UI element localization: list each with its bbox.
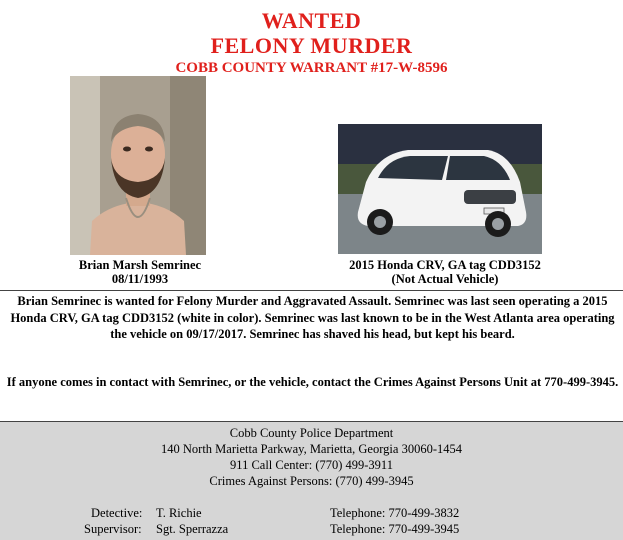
vehicle-description: 2015 Honda CRV, GA tag CDD3152 — [349, 258, 541, 272]
supervisor-name: Sgt. Sperrazza — [156, 522, 229, 536]
suspect-photo-illustration — [70, 76, 206, 255]
charge-title: FELONY MURDER — [210, 33, 413, 58]
suspect-photo — [70, 76, 206, 255]
supervisor-label: Supervisor: — [84, 522, 142, 536]
department-name: Cobb County Police Department — [229, 426, 394, 440]
vehicle-photo-illustration — [338, 124, 542, 254]
suspect-name: Brian Marsh Semrinec — [78, 258, 202, 272]
poster-title: WANTED — [261, 8, 362, 33]
call-center-phone: 911 Call Center: (770) 499-3911 — [230, 458, 393, 472]
divider-top — [0, 290, 623, 291]
suspect-caption — [40, 258, 240, 286]
contact-paragraph: If anyone comes in contact with Semrinec, or the vehicle, contact the Crimes Against Persons Unit at 770-499-3945. — [6, 375, 619, 389]
vehicle-disclaimer: (Not Actual Vehicle) — [391, 272, 499, 286]
detective-name: T. Richie — [156, 506, 202, 520]
vehicle-caption — [300, 258, 590, 286]
detective-phone: Telephone: 770-499-3832 — [330, 506, 460, 520]
supervisor-phone: Telephone: 770-499-3945 — [330, 522, 460, 536]
department-address: 140 North Marietta Parkway, Marietta, Georgia 30060-1454 — [161, 442, 462, 456]
contact-footer — [0, 422, 623, 540]
detective-label: Detective: — [91, 506, 143, 520]
warrant-number: COBB COUNTY WARRANT #17-W-8596 — [175, 60, 448, 76]
suspect-dob: 08/11/1993 — [111, 272, 169, 286]
vehicle-photo — [338, 124, 542, 254]
crimes-against-persons-phone: Crimes Against Persons: (770) 499-3945 — [209, 474, 414, 488]
description-paragraph: Brian Semrinec is wanted for Felony Murder and Aggravated Assault. Semrinec was last seen operating a 2015 Honda CRV, GA tag CDD3152 (white in color). Semrinec was last known to be in the West Atlanta area operating the vehicle on 09/17/2017. Semrinec has shaved his head, but kept his beard. — [10, 294, 615, 341]
